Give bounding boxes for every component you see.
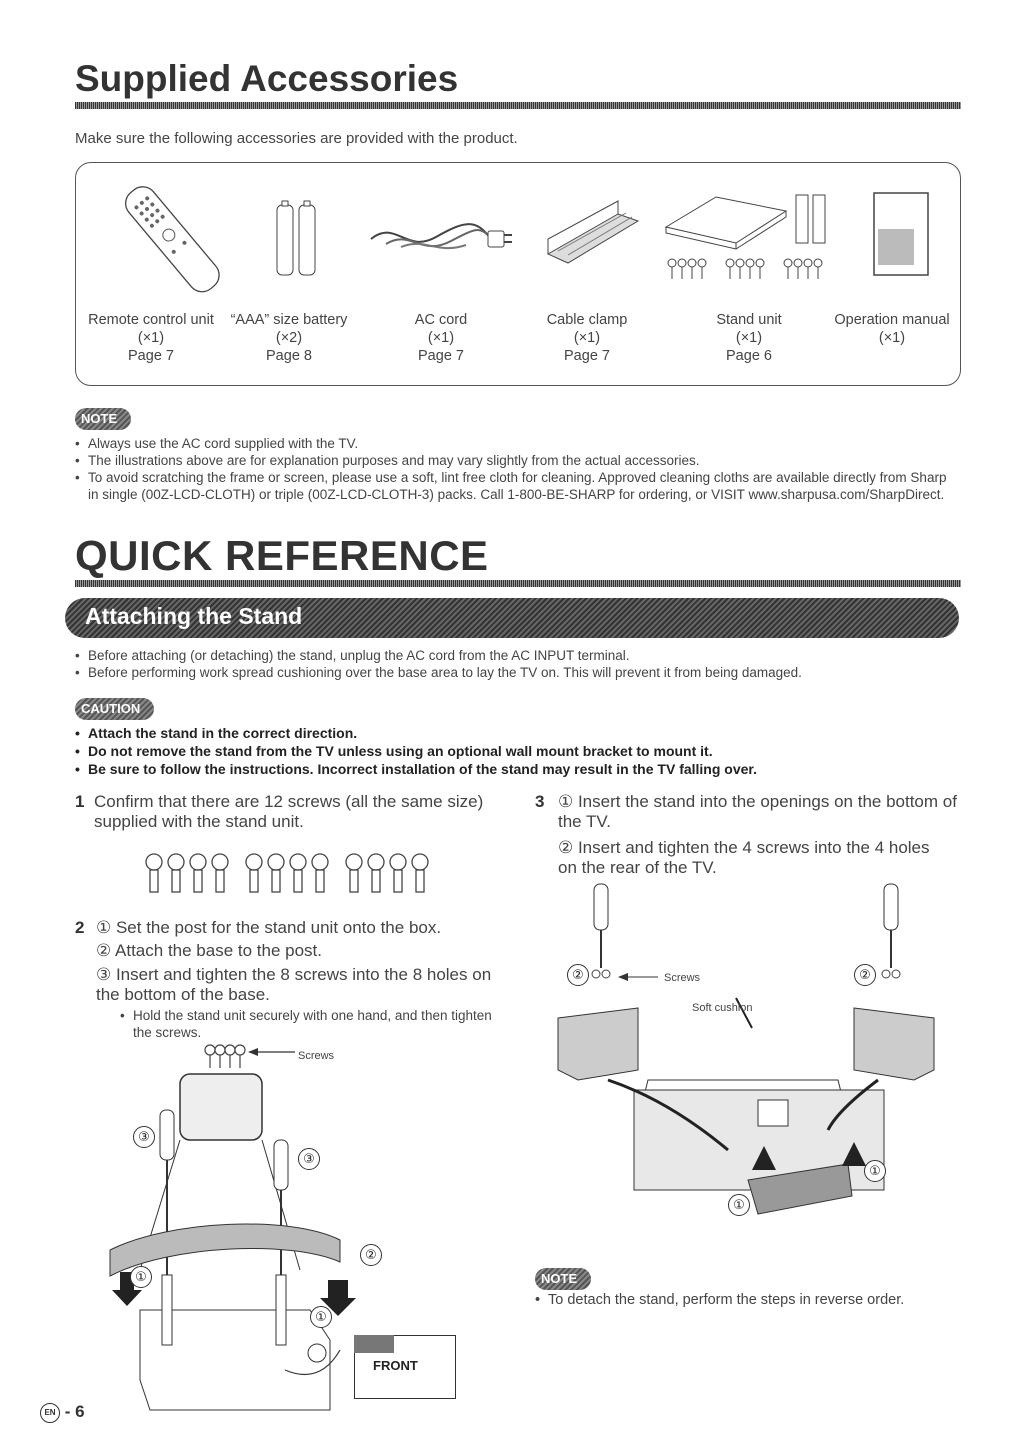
screws-label-right: Screws xyxy=(664,972,701,984)
step-3-number: 3 xyxy=(535,792,545,811)
accessory-stand-unit xyxy=(684,311,814,365)
ac-cord-icon xyxy=(366,209,516,259)
note-list xyxy=(75,435,955,503)
accessory-ac-cord xyxy=(376,311,506,365)
accessory-name: Remote control unit xyxy=(88,312,214,328)
pre-note-item: • Before attaching (or detaching) the stand, unplug the AC cord from the AC INPUT terminal. xyxy=(75,647,955,664)
accessory-battery xyxy=(224,311,354,365)
note-item: • To detach the stand, perform the steps in reverse order. xyxy=(535,1292,955,1309)
cable-clamp-icon xyxy=(538,199,648,269)
caution-list xyxy=(75,724,955,778)
section-title-quick-reference: QUICK REFERENCE xyxy=(75,532,489,579)
accessory-remote xyxy=(76,311,226,365)
step-label-2: ② xyxy=(854,964,876,986)
accessory-qty: (×1) xyxy=(735,330,763,346)
screws-label-left: Screws xyxy=(298,1050,335,1062)
tip-item: • Hold the stand unit securely with one hand, and then tighten the screws. xyxy=(120,1007,505,1041)
step-1-number: 1 xyxy=(75,792,85,811)
step-label-3: ③ xyxy=(133,1126,155,1148)
step-2-number: 2 xyxy=(75,918,85,937)
accessory-manual xyxy=(824,311,960,347)
accessory-page: Page 7 xyxy=(564,348,610,364)
note-badge: NOTE xyxy=(75,408,131,430)
front-label: FRONT xyxy=(373,1358,418,1373)
step-label-1: ① xyxy=(864,1160,886,1182)
front-indicator xyxy=(354,1335,456,1399)
screws-illustration xyxy=(140,850,440,900)
accessories-intro: Make sure the following accessories are provided with the product. xyxy=(75,130,518,147)
caution-badge: CAUTION xyxy=(75,698,154,720)
accessories-box xyxy=(75,162,961,386)
title-rule xyxy=(75,102,961,109)
accessory-qty: (×2) xyxy=(275,330,303,346)
step-label-1: ① xyxy=(130,1266,152,1288)
accessory-name: Stand unit xyxy=(716,312,782,328)
accessory-page: Page 7 xyxy=(128,348,174,364)
pre-note-item: • Before performing work spread cushioning over the base area to lay the TV on. This will prevent it from being damaged. xyxy=(75,664,955,681)
accessory-name: “AAA” size battery xyxy=(230,312,348,328)
section-title-accessories: Supplied Accessories xyxy=(75,58,459,99)
caution-item: • Attach the stand in the correct direction. xyxy=(75,724,955,742)
caution-item: • Do not remove the stand from the TV unless using an optional wall mount bracket to mount it. xyxy=(75,742,955,760)
step-2-sub-1: ① Set the post for the stand unit onto the box. xyxy=(96,918,442,937)
accessory-qty: (×1) xyxy=(878,330,906,346)
accessory-name: Cable clamp xyxy=(546,312,628,328)
page-number: 6 xyxy=(75,1402,85,1421)
accessory-qty: (×1) xyxy=(427,330,455,346)
soft-cushion-label: Soft cushion xyxy=(692,1002,753,1014)
note-2-list xyxy=(535,1292,955,1309)
step-label-2: ② xyxy=(360,1244,382,1266)
attaching-stand-banner xyxy=(65,598,959,638)
language-badge: EN xyxy=(40,1403,60,1423)
note-item: • Always use the AC cord supplied with the TV. xyxy=(75,435,955,452)
remote-control-icon xyxy=(110,183,240,293)
stand-unit-icon xyxy=(656,187,856,287)
pre-notes-list xyxy=(75,647,955,681)
page-footer: EN - 6 xyxy=(40,1402,85,1423)
accessory-page: Page 7 xyxy=(418,348,464,364)
note-item: • The illustrations above are for explanation purposes and may vary slightly from the actual accessories. xyxy=(75,452,955,469)
battery-icon xyxy=(272,199,322,279)
step-2-tip xyxy=(120,1007,505,1041)
step-label-3: ③ xyxy=(298,1148,320,1170)
accessory-name: AC cord xyxy=(414,312,468,328)
note-item: • To avoid scratching the frame or screen, please use a soft, lint free cloth for cleaning. Approved cleaning cloths are available directly from Sharp in single (00Z-LCD-CLOTH) or triple (00Z-LCD-CLOTH-3) packs. Call 1-800-BE-SHARP for ordering, or VISIT www.sharpusa.com/SharpDirect. xyxy=(75,469,955,503)
step-2-sub-3: ③ Insert and tighten the 8 screws into the 8 holes on the bottom of the base. xyxy=(96,965,492,1004)
accessory-cable-clamp xyxy=(522,311,652,365)
step-label-2: ② xyxy=(567,964,589,986)
manual-icon xyxy=(872,191,932,281)
tv-stand-insertion-illustration xyxy=(538,880,938,1240)
front-fill xyxy=(354,1335,394,1353)
accessory-qty: (×1) xyxy=(573,330,601,346)
banner-title: Attaching the Stand xyxy=(85,603,303,629)
step-label-1: ① xyxy=(728,1194,750,1216)
accessory-page: Page 8 xyxy=(266,348,312,364)
note-badge: NOTE xyxy=(535,1268,591,1290)
step-3-sub-2: ② Insert and tighten the 4 screws into the 4 holes on the rear of the TV. xyxy=(558,838,930,877)
step-3-sub-1: ① Insert the stand into the openings on the bottom of the TV. xyxy=(558,792,957,831)
accessory-name: Operation manual xyxy=(834,312,950,328)
caution-item: • Be sure to follow the instructions. Incorrect installation of the stand may result in the TV falling over. xyxy=(75,760,955,778)
title-rule xyxy=(75,580,961,587)
accessory-qty: (×1) xyxy=(137,330,165,346)
step-1-text: Confirm that there are 12 screws (all the same size) supplied with the stand unit. xyxy=(94,792,484,831)
stand-assembly-illustration xyxy=(110,1040,380,1400)
step-label-1: ① xyxy=(310,1306,332,1328)
step-2-sub-2: ② Attach the base to the post. xyxy=(96,941,322,960)
accessory-page: Page 6 xyxy=(726,348,772,364)
